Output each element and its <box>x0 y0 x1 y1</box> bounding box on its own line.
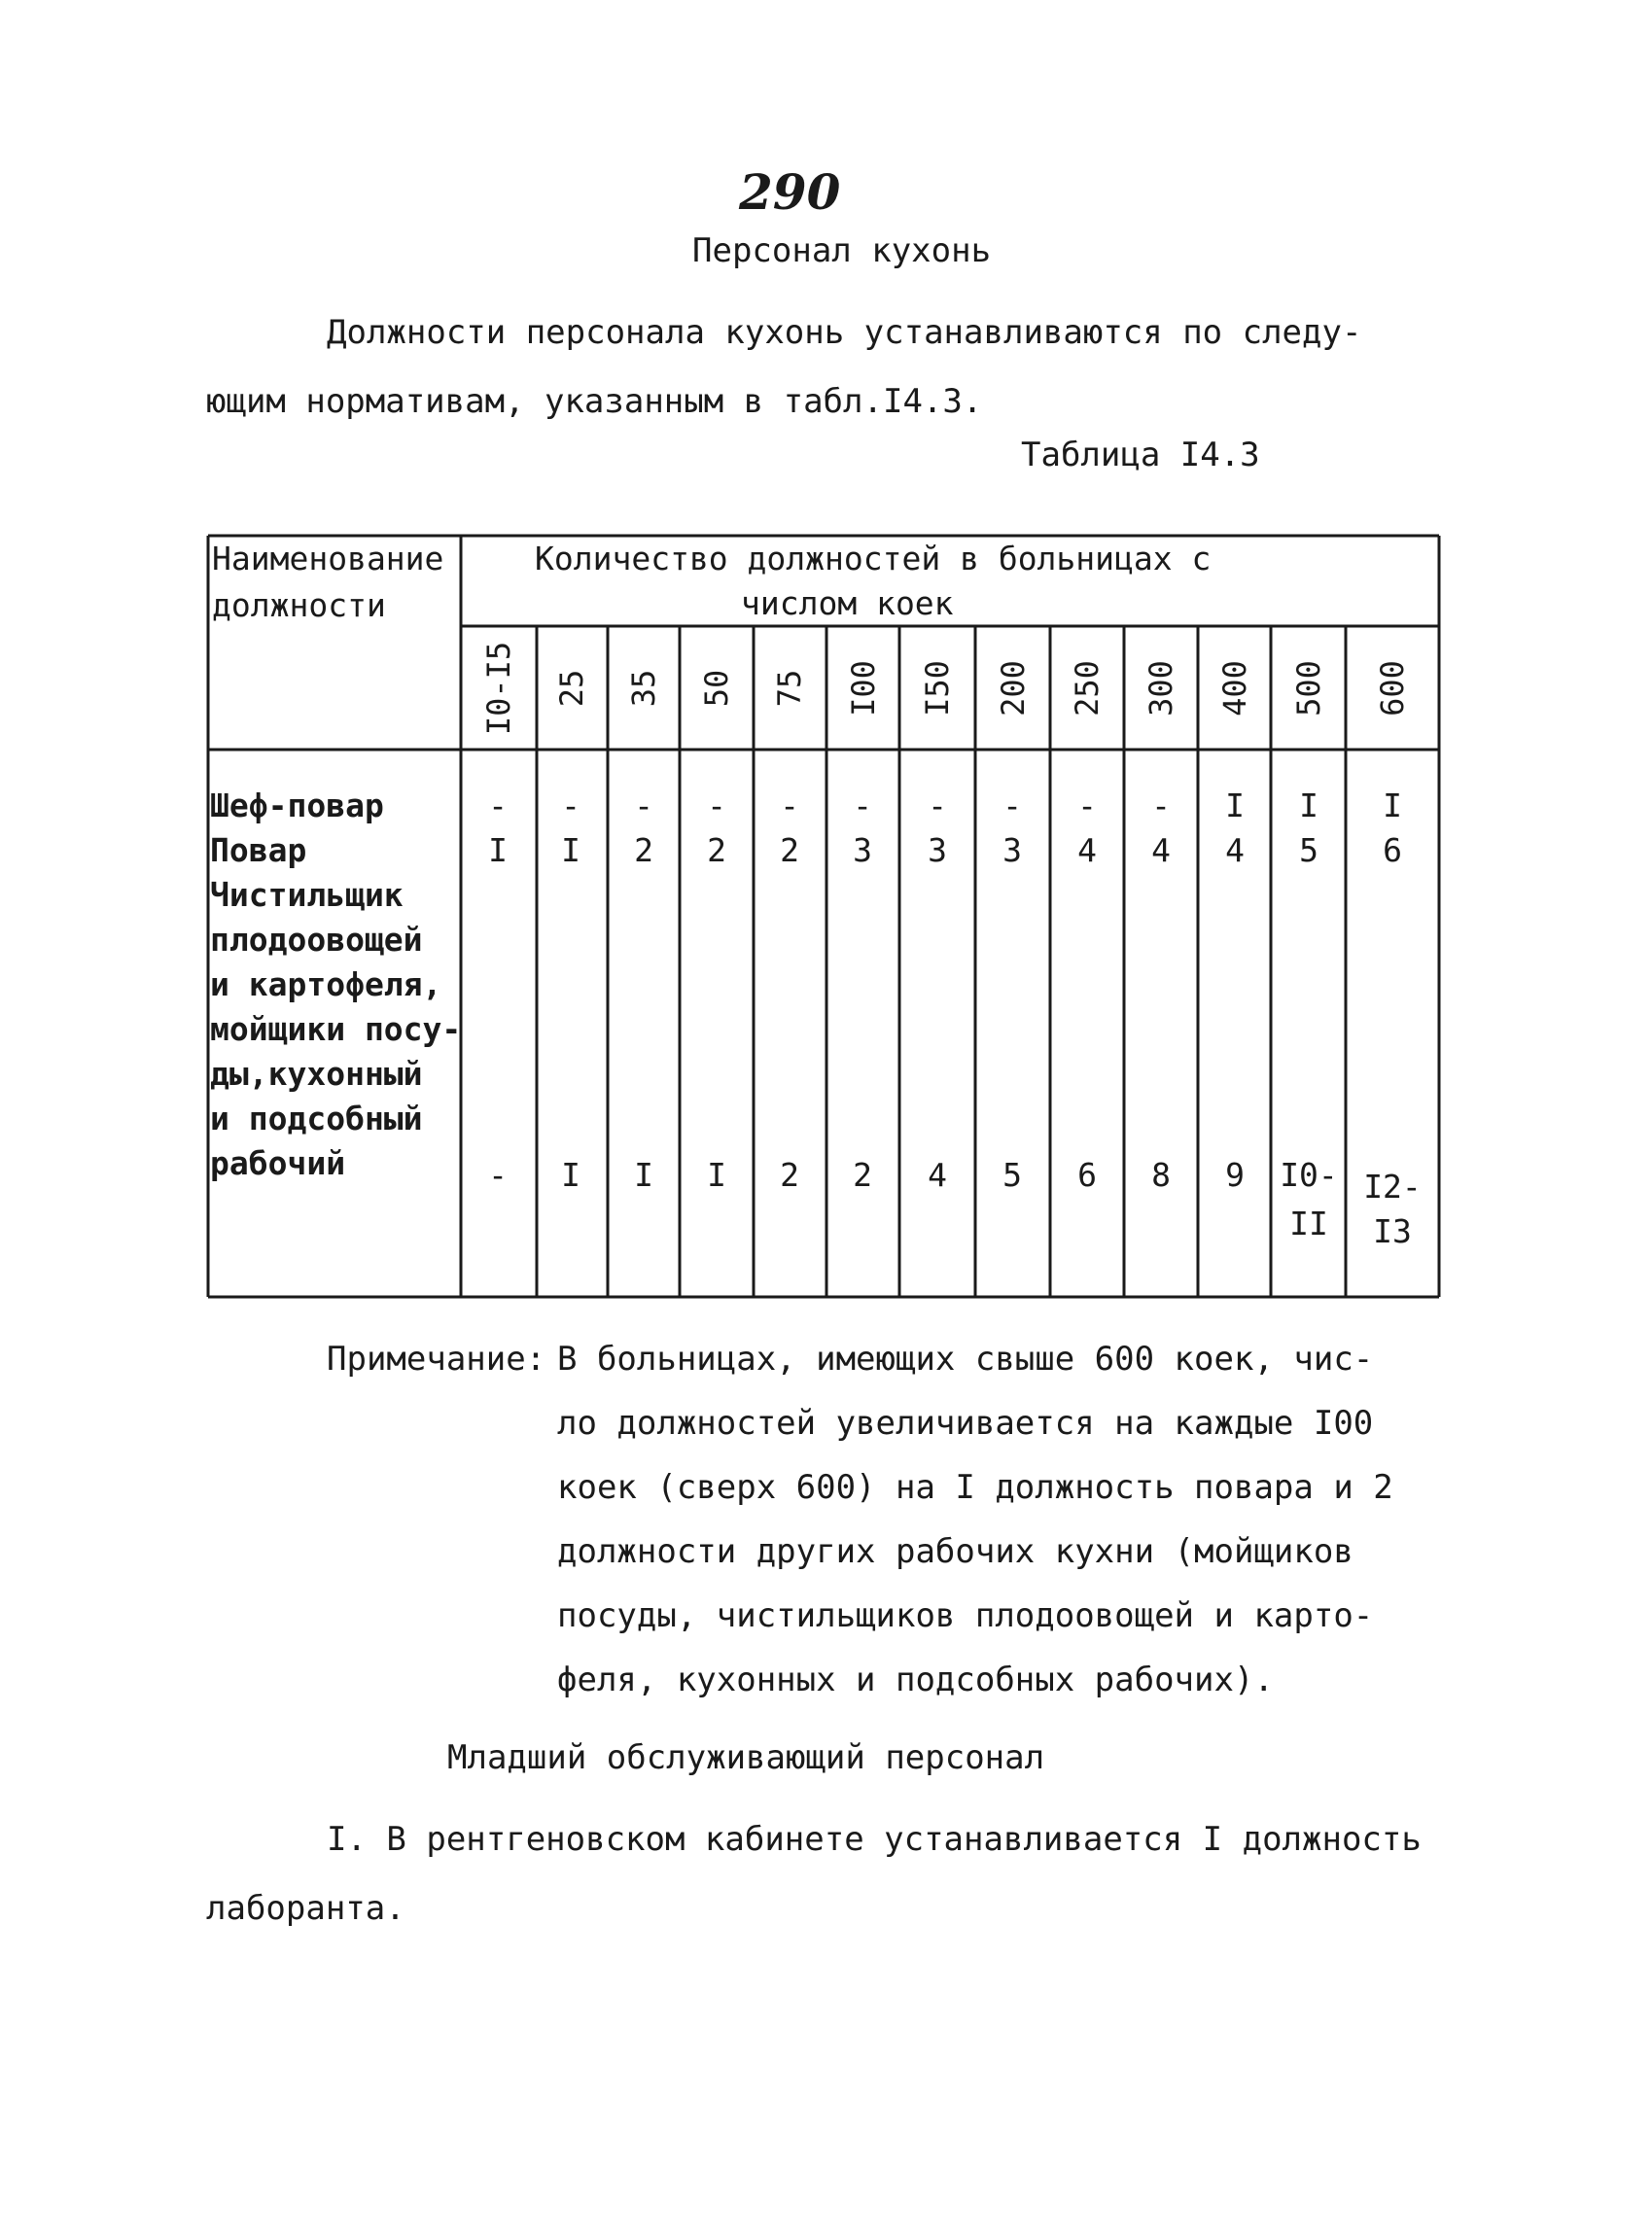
row-label-other-line: и подсобный <box>210 1100 423 1137</box>
cook-value: 4 <box>1151 831 1171 869</box>
cook-value: 2 <box>780 831 799 869</box>
table-reference: Таблица I4.3 <box>1021 436 1260 474</box>
col-header-line-2: должности <box>212 586 386 624</box>
other-value: 2 <box>853 1156 872 1194</box>
bed-col-header: 35 <box>625 669 662 708</box>
note-line-4: должности других рабочих кухни (мойщиков <box>557 1532 1353 1571</box>
staff-table <box>206 534 1441 1299</box>
row-label-other-line: Чистильщик <box>210 876 404 914</box>
other-value-cont: I3 <box>1373 1212 1412 1250</box>
other-value: 8 <box>1151 1156 1171 1194</box>
other-value: 9 <box>1225 1156 1245 1194</box>
chef-value: I <box>1299 787 1318 824</box>
other-value: I <box>634 1156 653 1194</box>
intro-line-2: ющим нормативам, указанным в табл.I4.3. <box>206 382 983 421</box>
item-1-line-2: лаборанта. <box>206 1889 405 1928</box>
col-header-line-1: Наименование <box>212 540 444 577</box>
bed-col-header: 500 <box>1290 660 1327 717</box>
chef-value: - <box>1077 787 1097 824</box>
cook-value: 2 <box>707 831 726 869</box>
cook-value: 4 <box>1225 831 1245 869</box>
chef-value: - <box>634 787 653 824</box>
bed-col-header: I0-I5 <box>480 641 517 736</box>
intro-line-1: Должности персонала кухонь устанавливаются по следу- <box>327 313 1362 352</box>
cook-value: I <box>561 831 580 869</box>
bed-col-header: 250 <box>1069 660 1106 717</box>
chef-value: - <box>780 787 799 824</box>
chef-value: - <box>561 787 580 824</box>
row-label-chef: Шеф-повар <box>210 787 384 824</box>
cook-value: 3 <box>1002 831 1022 869</box>
chef-value: - <box>488 787 508 824</box>
row-label-cook: Повар <box>210 831 307 869</box>
bed-col-header: 400 <box>1216 660 1253 717</box>
other-value: 5 <box>1002 1156 1022 1194</box>
note-line-3: коек (сверх 600) на I должность повара и 2 <box>557 1468 1393 1507</box>
subsection-title: Младший обслуживающий персонал <box>447 1738 1045 1777</box>
cook-value: I <box>488 831 508 869</box>
bed-col-header: 300 <box>1142 660 1179 717</box>
other-value: I0- <box>1280 1156 1338 1194</box>
note-line-1: В больницах, имеющих свыше 600 коек, чис- <box>557 1340 1374 1379</box>
chef-value: - <box>853 787 872 824</box>
other-value: 2 <box>780 1156 799 1194</box>
bed-col-header: 25 <box>553 669 590 708</box>
chef-value: - <box>1002 787 1022 824</box>
other-value: 4 <box>928 1156 947 1194</box>
cook-value: 4 <box>1077 831 1097 869</box>
note-line-2: ло должностей увеличивается на каждые I00 <box>557 1404 1374 1443</box>
chef-value: I <box>1225 787 1245 824</box>
other-value: I2- <box>1363 1168 1422 1206</box>
other-value-cont: II <box>1289 1205 1328 1242</box>
chef-value: I <box>1383 787 1402 824</box>
page-number: 290 <box>739 163 841 221</box>
item-1-line-1: I. В рентгеновском кабинете устанавливается I должность <box>327 1820 1422 1859</box>
other-value: I <box>707 1156 726 1194</box>
bed-col-header: 50 <box>698 669 735 708</box>
row-label-other-line: и картофеля, <box>210 965 442 1003</box>
other-value: - <box>488 1156 508 1194</box>
other-value: I <box>561 1156 580 1194</box>
cook-value: 3 <box>928 831 947 869</box>
note-line-5: посуды, чистильщиков плодоовощей и карто- <box>557 1596 1374 1635</box>
row-label-other-line: ды,кухонный <box>210 1055 423 1093</box>
cook-value: 2 <box>634 831 653 869</box>
bed-col-header: I00 <box>845 660 882 717</box>
bed-col-header: I50 <box>919 660 956 717</box>
chef-value: - <box>1151 787 1171 824</box>
chef-value: - <box>928 787 947 824</box>
cook-value: 6 <box>1383 831 1402 869</box>
note-line-6: феля, кухонных и подсобных рабочих). <box>557 1661 1274 1699</box>
section-title: Персонал кухонь <box>692 231 992 270</box>
other-value: 6 <box>1077 1156 1097 1194</box>
chef-value: - <box>707 787 726 824</box>
table-grid <box>206 534 1441 1299</box>
row-label-other-line: рабочий <box>210 1144 346 1182</box>
group-header-line-1: Количество должностей в больницах с <box>535 540 1212 577</box>
cook-value: 5 <box>1299 831 1318 869</box>
row-label-other-line: плодоовощей <box>210 921 423 959</box>
row-label-other-line: мойщики посу- <box>210 1010 462 1048</box>
note-label: Примечание: <box>327 1340 546 1379</box>
group-header-line-2: числом коек <box>741 584 954 622</box>
bed-col-header: 200 <box>995 660 1032 717</box>
cook-value: 3 <box>853 831 872 869</box>
bed-col-header: 75 <box>771 669 808 708</box>
bed-col-header: 600 <box>1374 660 1411 717</box>
